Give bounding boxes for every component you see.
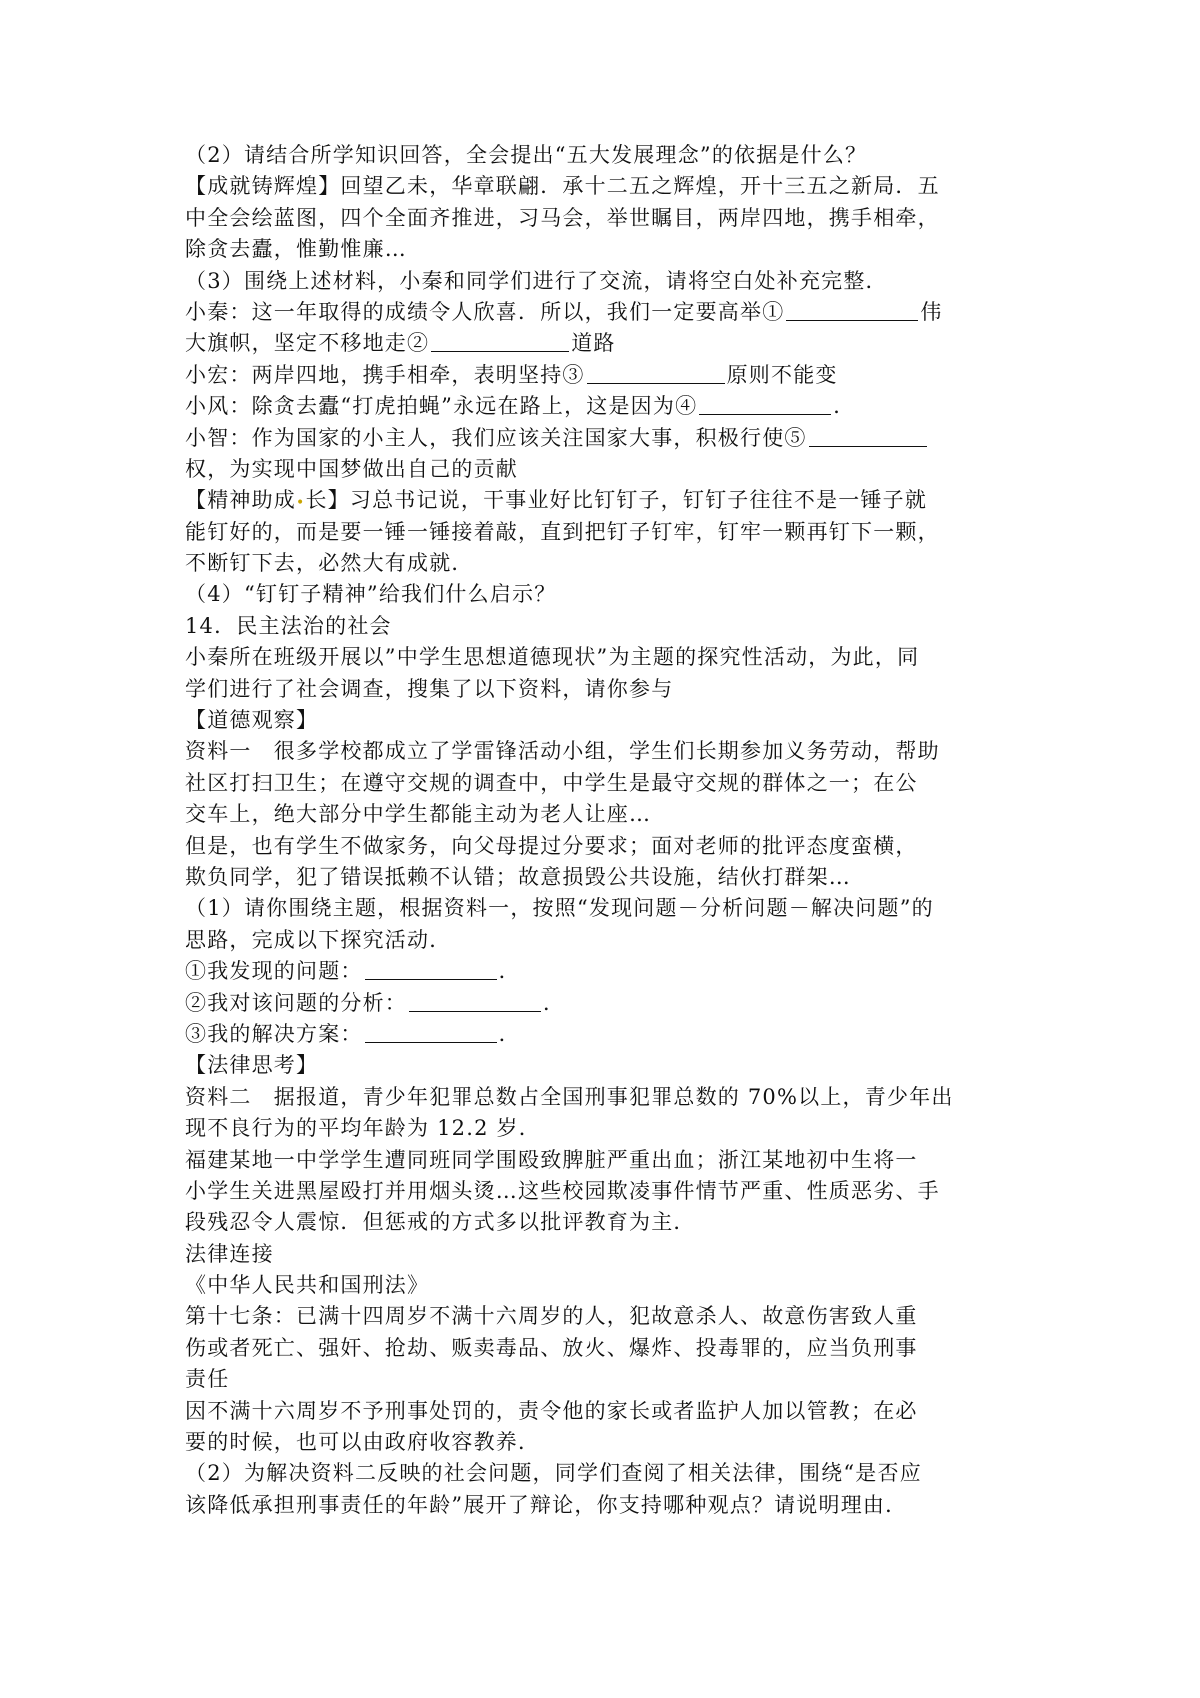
law-link-heading: 法律连接 [185,1241,274,1266]
q14-intro-line: 小秦所在班级开展以”中学生思想道德现状”为主题的探究性活动，为此，同 [185,645,920,670]
xiaoqin-line [185,297,1045,328]
material-2-line: 段残忍令人震惊．但惩戒的方式多以批评教育为主． [185,1210,696,1235]
legal-thinking-heading: 【法律思考】 [185,1053,319,1078]
xiaohong-text-end: 原则不能变 [726,362,838,387]
answer-blank-3[interactable] [587,361,725,384]
answer-blank-5[interactable] [809,424,927,447]
achievement-heading-line: 【成就铸辉煌】回望乙未，华章联翩．承十二五之辉煌，开十三五之新局．五 [185,174,940,199]
spirit-heading-line [185,485,1045,516]
q14-intro-line: 学们进行了社会调查，搜集了以下资料，请你参与 [185,676,674,701]
spirit-text-line: 不断钉下去，必然大有成就． [185,551,474,576]
question-14-title: 14．民主法治的社会 [185,613,392,638]
analysis-answer-blank[interactable] [409,989,541,1012]
material-2-line: 现不良行为的平均年龄为 12.2 岁． [185,1116,541,1141]
article-17-line: 伤或者死亡、强奸、抢劫、贩卖毒品、放火、爆炸、投毒罪的，应当负刑事 [185,1335,918,1360]
material-1-line: 交车上，绝大部分中学生都能主动为老人让座… [185,802,652,827]
xiaofeng-text: 小风：除贪去蠹“打虎拍蝇”永远在路上，这是因为④ [185,394,698,419]
material-1-line: 欺负同学，犯了错误抵赖不认错；故意损毁公共设施，结伙打群架… [185,864,851,889]
activity-problem-line [185,956,1045,987]
activity-solution-end: ． [498,1021,521,1046]
criminal-law-title: 《中华人民共和国刑法》 [185,1273,430,1298]
activity-problem-label: ①我发现的问题： [185,959,363,984]
answer-blank-4[interactable] [699,392,831,415]
xiaozhi-line-2: 权，为实现中国梦做出自己的贡献 [185,456,518,481]
answer-blank-1[interactable] [786,298,918,321]
question-3-3: （3）围绕上述材料，小秦和同学们进行了交流，请将空白处补充完整． [185,268,888,293]
xiaofeng-text-end: ． [833,394,856,419]
xiaoqin-text: 小秦：这一年取得的成绩令人欣喜．所以，我们一定要高举① [185,299,785,324]
xiaoqin-text-2-end: 道路 [571,331,616,356]
activity-analysis-label: ②我对该问题的分析： [185,990,407,1015]
answer-blank-2[interactable] [431,329,569,352]
material-2-line: 资料二 据报道，青少年犯罪总数占全国刑事犯罪总数的 70%以上，青少年出 [185,1084,954,1109]
article-17-line: 要的时候，也可以由政府收容教养． [185,1430,541,1455]
question-14-1-cont: 思路，完成以下探究活动． [185,927,452,952]
xiaohong-text: 小宏：两岸四地，携手相牵，表明坚持③ [185,362,585,387]
question-14-1: （1）请你围绕主题，根据资料一，按照“发现问题－分析问题－解决问题”的 [185,896,934,921]
activity-solution-label: ③我的解决方案： [185,1021,363,1046]
xiaoqin-text-end: 伟 [920,299,943,324]
moral-observation-heading: 【道德观察】 [185,708,319,733]
xiaoqin-text-2: 大旗帜，坚定不移地走② [185,331,430,356]
achievement-text-line: 除贪去蠹，惟勤惟廉… [185,237,407,262]
article-17-line: 因不满十六周岁不予刑事处罚的，责令他的家长或者监护人加以管教；在必 [185,1398,918,1423]
material-2-line: 福建某地一中学学生遭同班同学围殴致脾脏严重出血；浙江某地初中生将一 [185,1147,918,1172]
xiaoqin-line-2 [185,328,1045,359]
article-17-line: 责任 [185,1367,230,1392]
achievement-text-line: 中全会绘蓝图，四个全面齐推进，习马会，举世瞩目，两岸四地，携手相牵， [185,205,940,230]
activity-problem-end: ． [498,959,521,984]
xiaozhi-line [185,423,1045,454]
xiaozhi-text: 小智：作为国家的小主人，我们应该关注国家大事，积极行使⑤ [185,425,807,450]
material-1-line: 社区打扫卫生；在遵守交规的调查中，中学生是最守交规的群体之一；在公 [185,770,918,795]
xiaofeng-line [185,391,1045,422]
document-body [185,140,1045,1521]
question-14-2-cont: 该降低承担刑事责任的年龄”展开了辩论，你支持哪种观点？请说明理由． [185,1492,908,1517]
material-2-line: 小学生关进黑屋殴打并用烟头烫…这些校园欺凌事件情节严重、性质恶劣、手 [185,1178,940,1203]
activity-analysis-end: ． [543,990,566,1015]
question-14-2: （2）为解决资料二反映的社会问题，同学们查阅了相关法律，围绕“是否应 [185,1461,922,1486]
question-3-4: （4）“钉钉子精神”给我们什么启示？ [185,582,557,607]
solution-answer-blank[interactable] [365,1020,497,1043]
question-3-2: （2）请结合所学知识回答，全会提出“五大发展理念”的依据是什么？ [185,143,868,167]
article-17-line: 第十七条：已满十四周岁不满十六周岁的人，犯故意杀人、故意伤害致人重 [185,1304,918,1329]
spirit-text-rest: 长】习总书记说，干事业好比钉钉子，钉钉子往往不是一锤子就 [305,488,928,513]
spirit-text-start: 【精神助成 [185,488,296,513]
stray-dot-mark: • [296,495,306,512]
problem-answer-blank[interactable] [365,957,497,980]
xiaohong-line [185,360,1045,391]
activity-analysis-line [185,988,1045,1019]
material-1-line: 资料一 很多学校都成立了学雷锋活动小组，学生们长期参加义务劳动，帮助 [185,739,940,764]
activity-solution-line [185,1019,1045,1050]
material-1-line: 但是，也有学生不做家务，向父母提过分要求；面对老师的批评态度蛮横， [185,833,918,858]
spirit-text-line: 能钉好的，而是要一锤一锤接着敲，直到把钉子钉牢，钉牢一颗再钉下一颗， [185,519,940,544]
